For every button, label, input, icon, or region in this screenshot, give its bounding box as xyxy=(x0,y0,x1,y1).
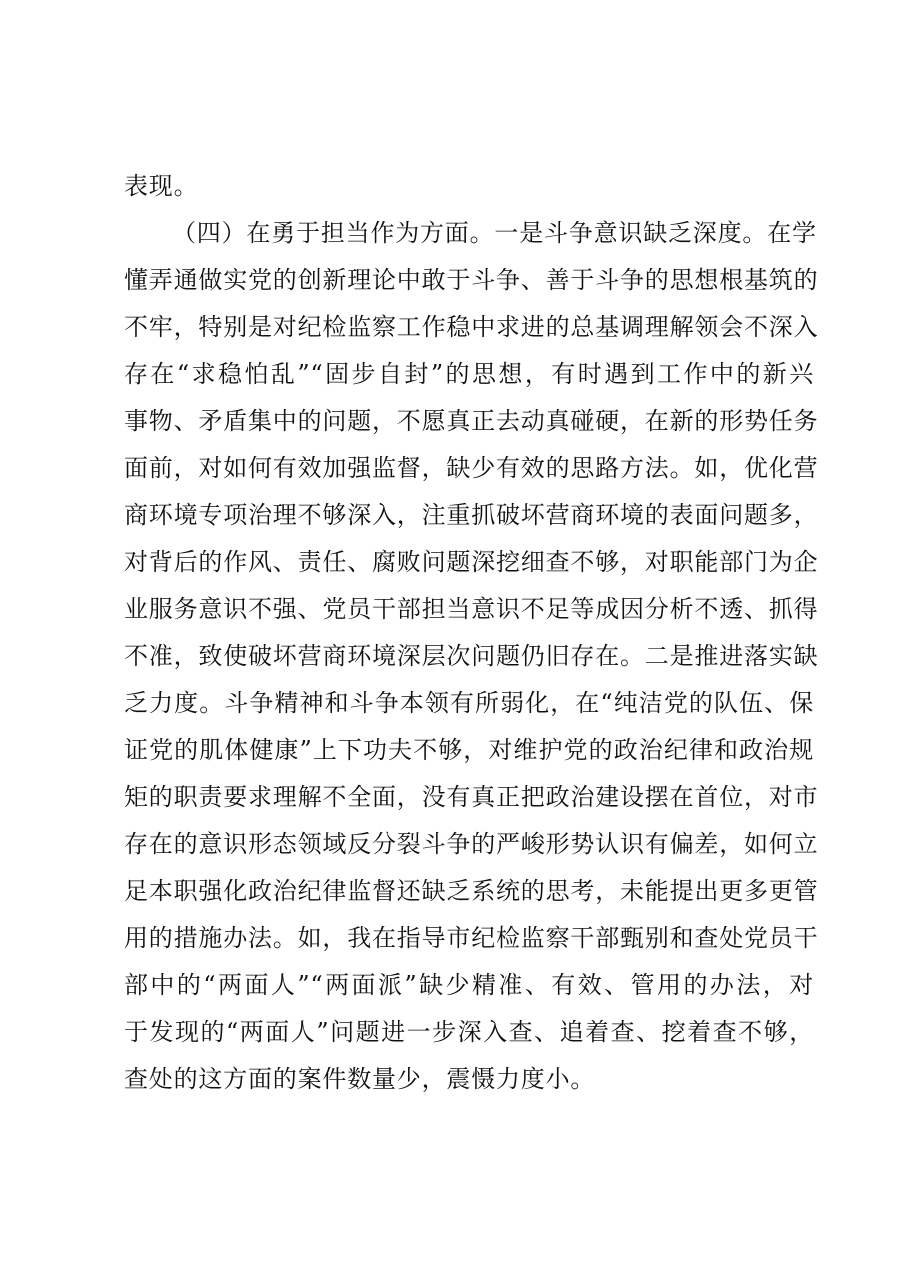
text-line: 懂弄通做实党的创新理论中敢于斗争、善于斗争的思想根基筑的 xyxy=(124,266,819,294)
text-line: 于发现的“两面人”问题进一步深入查、追着查、挖着查不够， xyxy=(124,1018,814,1046)
text-line: 业服务意识不强、党员干部担当意识不足等成因分析不透、抓得 xyxy=(124,595,819,623)
text-line: 不牢，特别是对纪检监察工作稳中求进的总基调理解领会不深入 xyxy=(124,313,819,341)
text-line: 存在的意识形态领域反分裂斗争的严峻形势认识有偏差，如何立 xyxy=(124,830,819,858)
text-line: 商环境专项治理不够深入，注重抓破坏营商环境的表面问题多， xyxy=(124,501,819,529)
text-line: 存在“求稳怕乱”“固步自封”的思想，有时遇到工作中的新兴 xyxy=(124,360,814,388)
text-line: 查处的这方面的案件数量少，震慑力度小。 xyxy=(124,1065,596,1093)
text-line: 部中的“两面人”“两面派”缺少精准、有效、管用的办法，对 xyxy=(124,971,814,999)
text-line: 事物、矛盾集中的问题，不愿真正去动真碰硬，在新的形势任务 xyxy=(124,407,819,435)
text-line: 表现。 xyxy=(124,172,199,200)
text-line: 矩的职责要求理解不全面，没有真正把政治建设摆在首位，对市 xyxy=(124,783,819,811)
text-line: 面前，对如何有效加强监督，缺少有效的思路方法。如，优化营 xyxy=(124,454,819,482)
text-line: 证党的肌体健康”上下功夫不够，对维护党的政治纪律和政治规 xyxy=(124,736,814,764)
text-line: 对背后的作风、责任、腐败问题深挖细查不够，对职能部门为企 xyxy=(124,548,819,576)
body-text xyxy=(124,163,819,1103)
text-line: 用的措施办法。如，我在指导市纪检监察干部甄别和查处党员干 xyxy=(124,924,819,952)
text-line: 足本职强化政治纪律监督还缺乏系统的思考，未能提出更多更管 xyxy=(124,877,819,905)
text-line: 乏力度。斗争精神和斗争本领有所弱化，在“纯洁党的队伍、保 xyxy=(124,689,814,717)
text-line: 不准，致使破坏营商环境深层次问题仍旧存在。二是推进落实缺 xyxy=(124,642,819,670)
text-line: （四）在勇于担当作为方面。一是斗争意识缺乏深度。在学 xyxy=(172,219,817,247)
